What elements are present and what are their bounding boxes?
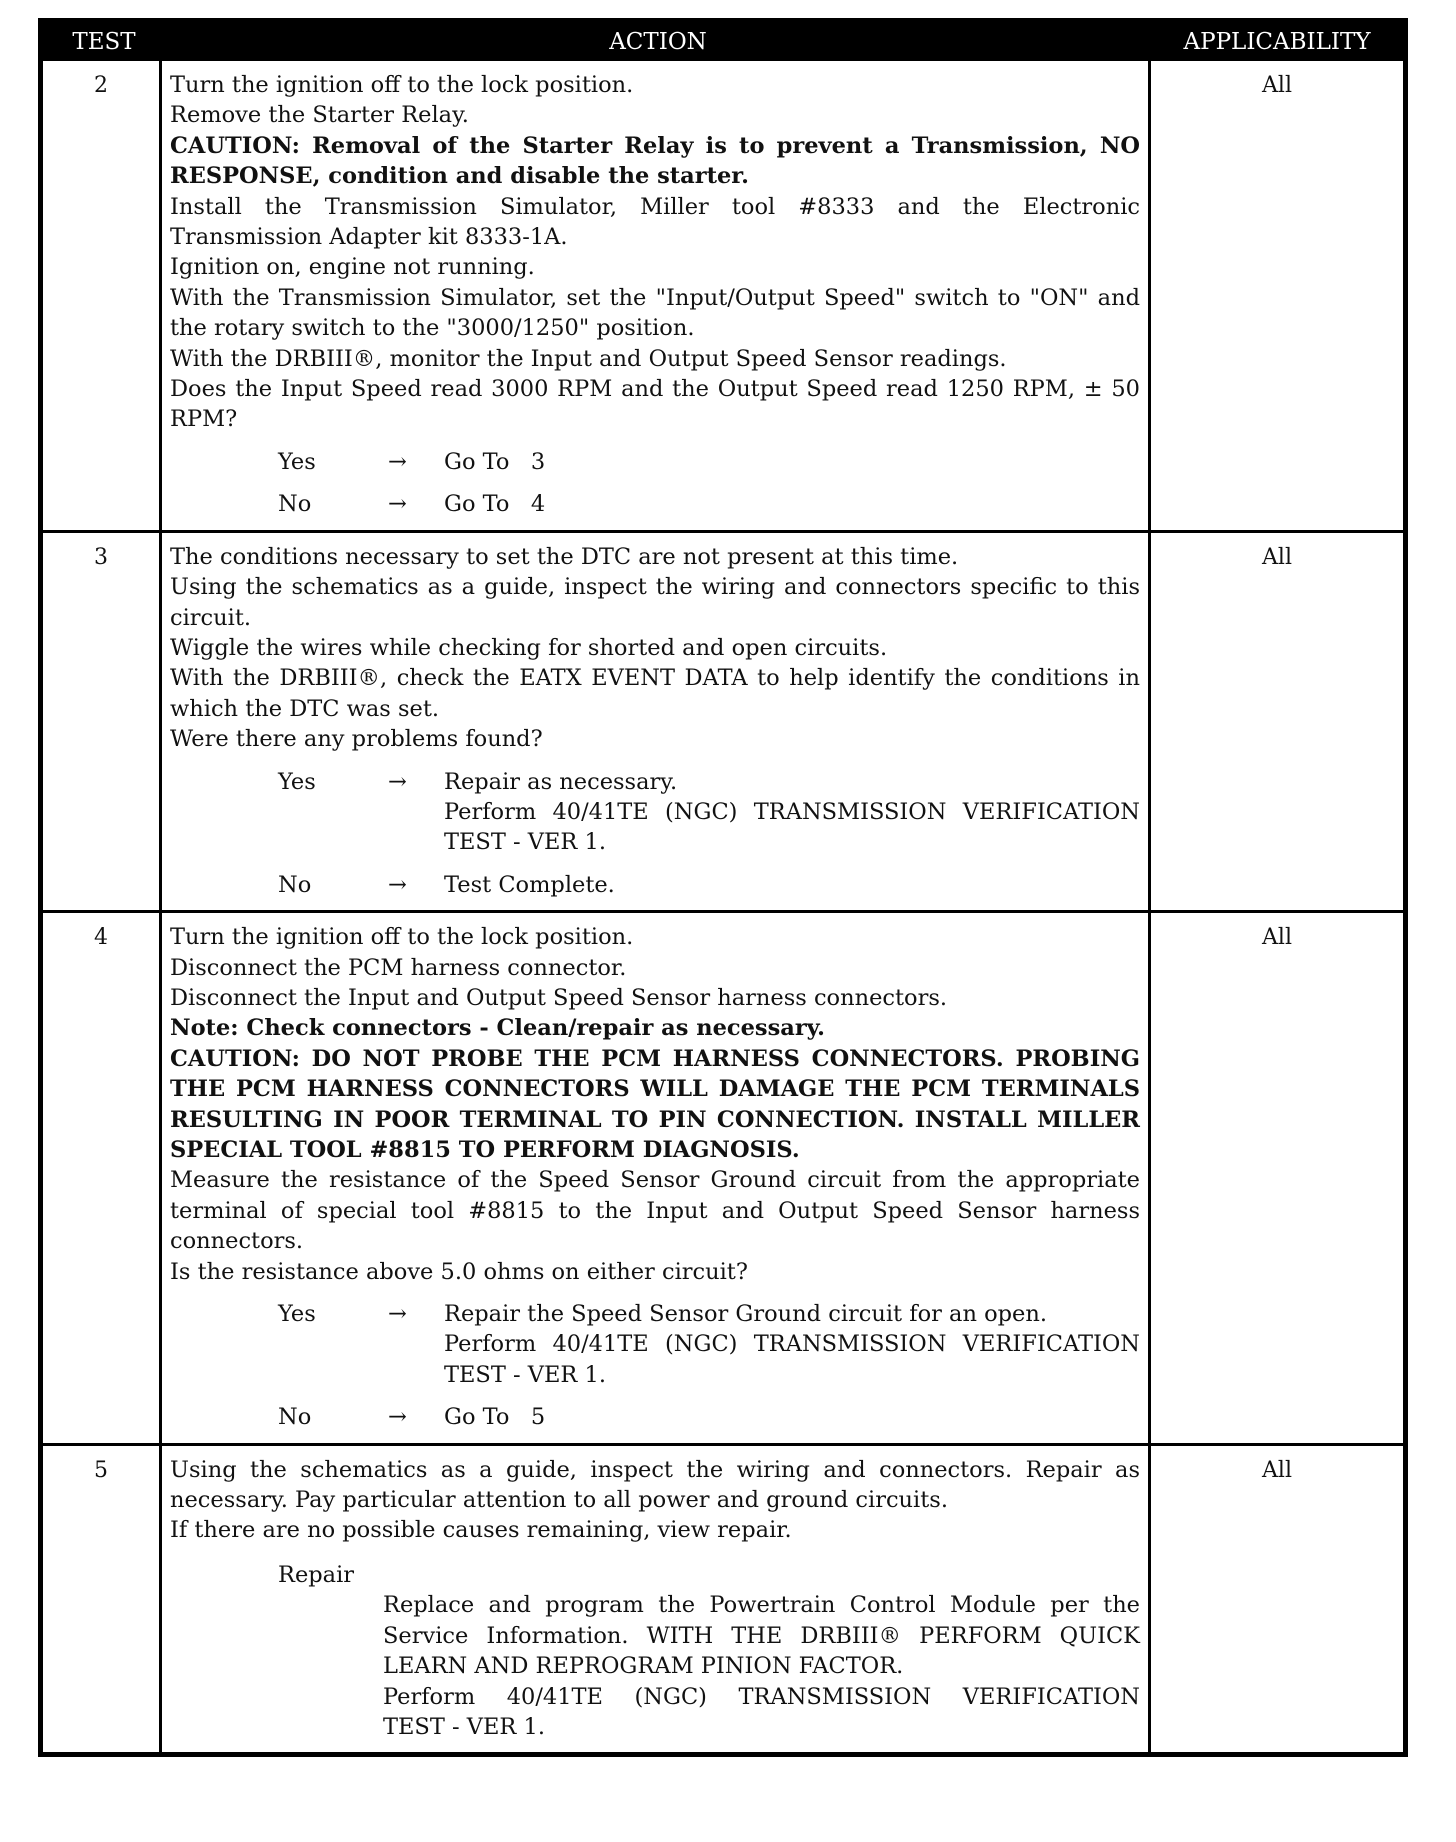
action-cell xyxy=(162,533,1151,910)
no-result xyxy=(444,870,1140,900)
yes-label: Yes xyxy=(278,768,316,795)
note-text: Note: Check connectors - Clean/repair as necessary. xyxy=(170,1015,825,1042)
yes-result-line: Perform 40/41TE (NGC) TRANSMISSION VERIFICATION xyxy=(444,1331,1140,1358)
action-step: With the DRBIII®, monitor the Input and Output Speed Sensor readings. xyxy=(170,345,1007,372)
action-step: Install the Transmission Simulator, Miller tool #8333 and the Electronic Transmission Adapter kit 8333-1A. xyxy=(170,193,1140,251)
repair-line: Perform 40/41TE (NGC) TRANSMISSION VERIFICATION xyxy=(383,1683,1140,1710)
arrow-icon: → xyxy=(388,448,407,475)
action-question: Were there any problems found? xyxy=(170,726,543,753)
repair-line: TEST - VER 1. xyxy=(383,1713,545,1740)
arrow-icon: → xyxy=(388,871,407,898)
applicability-value: All xyxy=(1262,1457,1292,1483)
applicability-value: All xyxy=(1262,925,1292,951)
no-result-line: Go To 5 xyxy=(444,1404,546,1431)
no-branch xyxy=(170,489,1140,519)
header-action: ACTION xyxy=(609,29,707,55)
no-result xyxy=(444,1402,1140,1432)
table-header xyxy=(43,23,1403,61)
test-number: 5 xyxy=(43,1446,162,1753)
no-label: No xyxy=(278,871,312,898)
diagnostic-table xyxy=(38,18,1408,1757)
yes-branch xyxy=(170,767,1140,858)
no-label: No xyxy=(278,491,312,518)
action-step: If there are no possible causes remaining, view repair. xyxy=(170,1517,792,1544)
arrow-icon: → xyxy=(388,1301,407,1328)
action-step: Using the schematics as a guide, inspect the wiring and connectors specific to this circuit. xyxy=(170,574,1140,631)
yes-result-line: Repair as necessary. xyxy=(444,768,678,795)
action-step: Disconnect the Input and Output Speed Sensor harness connectors. xyxy=(170,984,948,1011)
action-step: Remove the Starter Relay. xyxy=(170,102,469,129)
test-number: 2 xyxy=(43,61,162,530)
arrow-icon: → xyxy=(388,491,407,518)
applicability-value: All xyxy=(1262,544,1292,570)
action-step: Disconnect the PCM harness connector. xyxy=(170,954,627,981)
caution-text: CAUTION: DO NOT PROBE THE PCM HARNESS CONNECTORS. PROBING THE PCM HARNESS CONNECTORS WILL DAMAGE THE PCM TERMINALS RESULTING IN POOR TERMINAL TO PIN CONNECTION. INSTALL MILLER SPECIAL TOOL #8815 TO PERFORM DIAGNOSIS. xyxy=(170,1045,1140,1163)
header-test: TEST xyxy=(72,29,136,55)
test-row-3 xyxy=(43,530,1403,910)
no-result-line: Go To 4 xyxy=(444,491,546,518)
test-row-4 xyxy=(43,910,1403,1443)
action-step: Turn the ignition off to the lock position. xyxy=(170,924,634,951)
test-number: 4 xyxy=(43,913,162,1443)
test-row-2 xyxy=(43,61,1403,530)
no-branch xyxy=(170,870,1140,900)
yes-result-line: TEST - VER 1. xyxy=(444,829,606,856)
repair-line: Replace and program the Powertrain Control Module per the Service Information. WITH THE DRBIII® PERFORM QUICK LEARN AND REPROGRAM PINION FACTOR. xyxy=(383,1592,1140,1680)
no-branch xyxy=(170,1402,1140,1432)
action-step: Wiggle the wires while checking for shorted and open circuits. xyxy=(170,634,888,661)
yes-result-line: Repair the Speed Sensor Ground circuit for an open. xyxy=(444,1301,1047,1328)
action-cell xyxy=(162,913,1151,1443)
action-step: Ignition on, engine not running. xyxy=(170,254,535,281)
caution-text: CAUTION: Removal of the Starter Relay is to prevent a Transmission, NO RESPONSE, condition and disable the starter. xyxy=(170,132,1140,190)
action-step: With the Transmission Simulator, set the "Input/Output Speed" switch to "ON" and the rotary switch to the "3000/1250" position. xyxy=(170,284,1140,342)
arrow-icon: → xyxy=(388,1404,407,1431)
table-grid xyxy=(38,18,1408,1757)
no-result xyxy=(444,489,1140,519)
action-cell xyxy=(162,1446,1151,1753)
no-label: No xyxy=(278,1404,312,1431)
yes-result xyxy=(444,767,1140,858)
action-step: With the DRBIII®, check the EATX EVENT DATA to help identify the conditions in which the DTC was set. xyxy=(170,665,1140,722)
yes-result-line: Perform 40/41TE (NGC) TRANSMISSION VERIFICATION xyxy=(444,798,1140,825)
yes-result xyxy=(444,447,1140,477)
action-step: Turn the ignition off to the lock position. xyxy=(170,72,634,98)
yes-result-line: Go To 3 xyxy=(444,448,546,475)
action-question: Is the resistance above 5.0 ohms on either circuit? xyxy=(170,1258,748,1285)
repair-instructions xyxy=(170,1590,1140,1742)
yes-result xyxy=(444,1299,1140,1390)
yes-label: Yes xyxy=(278,448,316,475)
action-cell xyxy=(162,61,1151,530)
yes-label: Yes xyxy=(278,1301,316,1328)
yes-branch xyxy=(170,1299,1140,1390)
arrow-icon: → xyxy=(388,768,407,795)
test-number: 3 xyxy=(43,533,162,910)
header-applicability: APPLICABILITY xyxy=(1183,29,1371,55)
yes-branch xyxy=(170,447,1140,477)
action-step: Measure the resistance of the Speed Sensor Ground circuit from the appropriate terminal of special tool #8815 to the Input and Output Speed Sensor harness connectors. xyxy=(170,1167,1140,1255)
repair-label: Repair xyxy=(278,1561,355,1588)
applicability-value: All xyxy=(1262,73,1292,98)
no-result-line: Test Complete. xyxy=(444,871,615,898)
action-question: Does the Input Speed read 3000 RPM and the Output Speed read 1250 RPM, ± 50 RPM? xyxy=(170,376,1140,433)
action-step: The conditions necessary to set the DTC are not present at this time. xyxy=(170,543,959,570)
test-row-5 xyxy=(43,1443,1403,1753)
action-step: Using the schematics as a guide, inspect the wiring and connectors. Repair as necessary. Pay particular attention to all power and ground circuits. xyxy=(170,1456,1140,1514)
yes-result-line: TEST - VER 1. xyxy=(444,1361,606,1388)
